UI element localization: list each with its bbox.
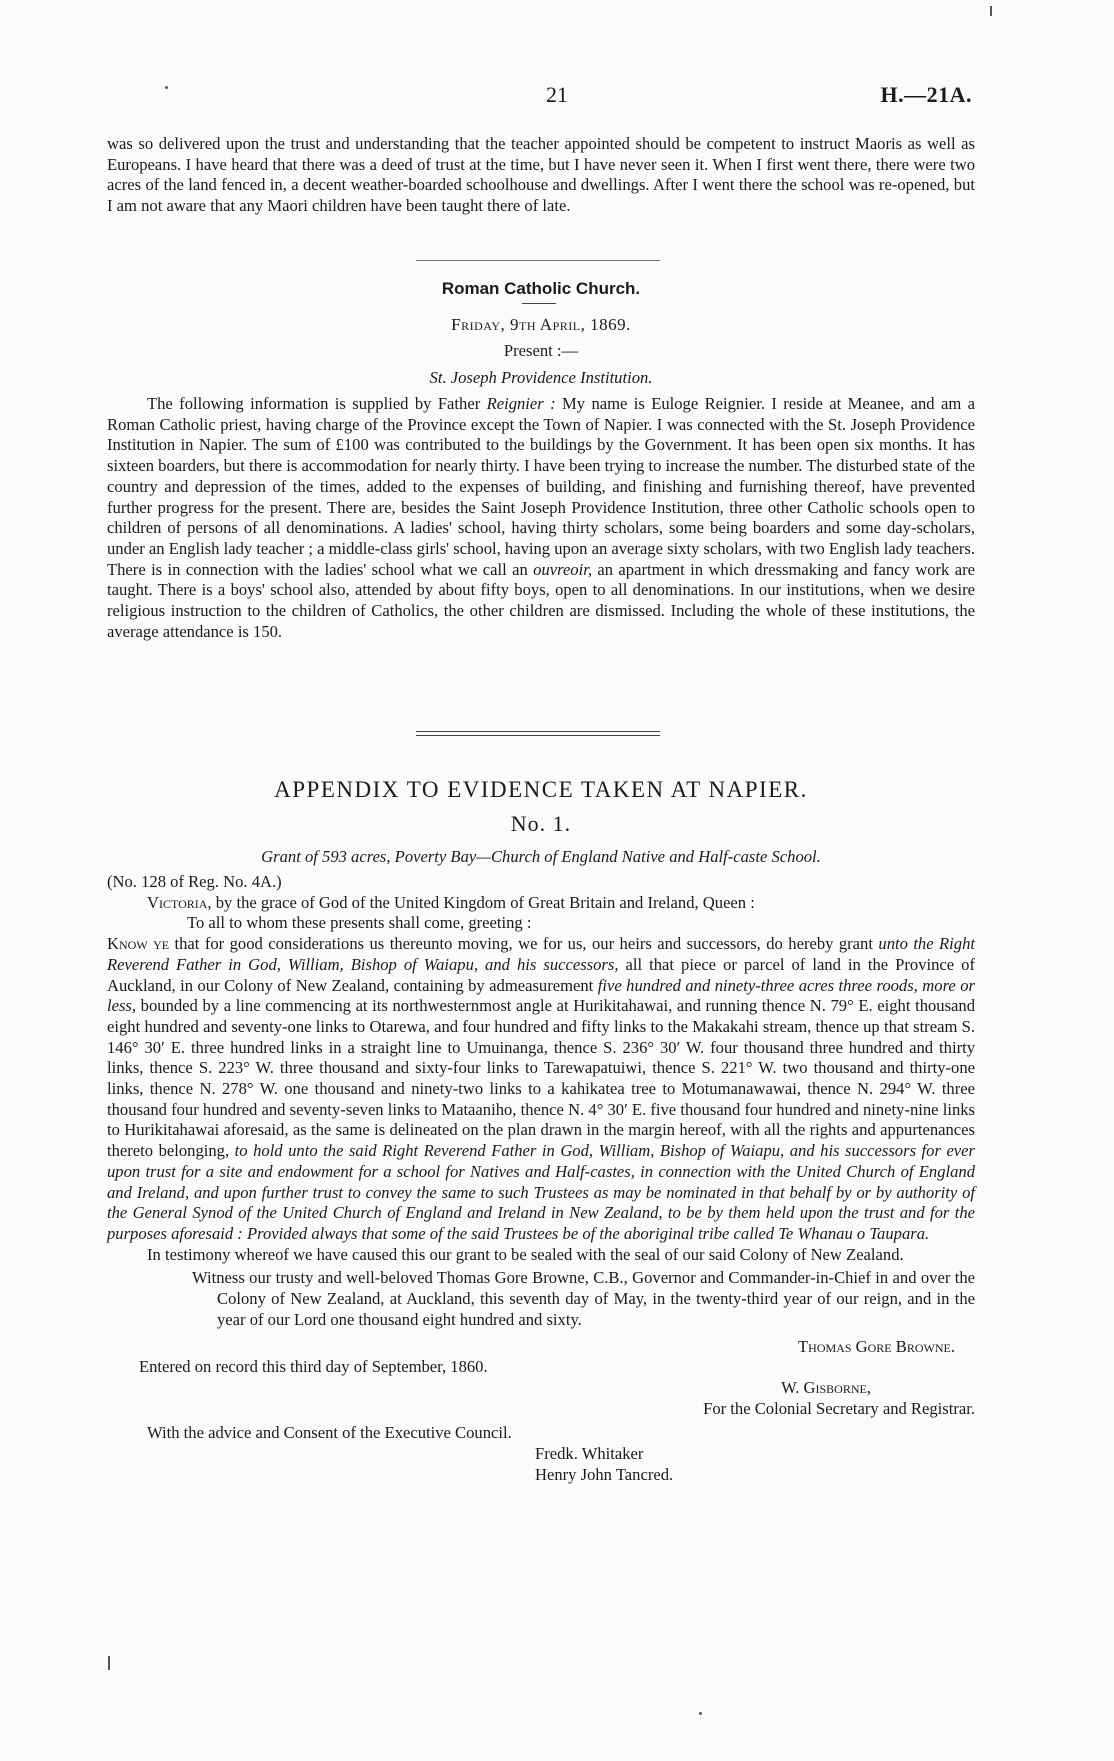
- evidence-term: ouvreoir,: [533, 559, 592, 579]
- evidence-tail: an apartment in which dressmaking and fancy work are taught. There is a boys' school also, attended by about fifty boys, open to all denominations. In our institutions, when we desire religious instruction to the children of Catholics, the other children are dismissed. Including the whole of these institutions, the average attendance is 150.: [107, 559, 975, 641]
- executive-council-advice: With the advice and Consent of the Executive Council.: [147, 1423, 512, 1443]
- grant-document: [107, 872, 975, 1485]
- council-member-1: Fredk. Whitaker: [535, 1443, 644, 1463]
- grant-part-2: all that piece or parcel of land in the Province of Auckland, in our Colony of New Zealand, containing by admeasurement: [107, 954, 975, 995]
- evidence-text: My name is Euloge Reignier. I reside at Meanee, and am a Roman Catholic priest, having charge of the Province except the Town of Napier. I was connected with the St. Joseph Providence Institution in Napier. The sum of £100 was contributed to the buildings by the Government. It has been open six months. It has sixteen boarders, but there is accommodation for nearly thirty. I have been trying to increase the number. The disturbed state of the country and depression of the times, added to the expenses of building, and finishing and furnishing thereof, have prevented further progress for the present. There are, besides the Saint Joseph Providence Institution, three other Catholic schools open to children of persons of all denominations. A ladies' school, having thirty scholars, some being boarders and some day-scholars, under an English lady teacher ; a middle-class girls' school, having upon an average sixty scholars, with two English lady teachers. There is in connection with the ladies' school what we call an: [107, 394, 975, 579]
- grant-part-1: that for good considerations us thereunto moving, we for us, our heirs and successors, do hereby grant: [169, 934, 879, 954]
- appendix-title: APPENDIX TO EVIDENCE TAKEN AT NAPIER.: [274, 777, 808, 802]
- know-ye: Know ye: [107, 934, 170, 954]
- institution-name: St. Joseph Providence Institution.: [429, 368, 653, 387]
- grant-trust-terms: to hold unto the said Right Reverend Father in God, William, Bishop of Waiapu, and his successors for ever upon trust for a site and endowment for a school for Natives and Half-castes, in connection with the United Church of England and Ireland, and upon further trust to convey the same to such Trustees as may be nominated in that behalf by or by authority of the General Synod of the United Church of England and Ireland in New Zealand, to be by them held upon the trust and for the purposes aforesaid : Provided always that some of the said Trustees be of the aboriginal tribe called Te Whanau o Taupara.: [107, 1141, 975, 1243]
- page-speck: [699, 1712, 702, 1715]
- section-title: Roman Catholic Church.: [441, 279, 641, 298]
- hearing-date: Friday, 9th April, 1869.: [451, 315, 631, 334]
- victoria-text: by the grace of God of the United Kingdom of Great Britain and Ireland, Queen :: [211, 892, 755, 912]
- page-speck: [990, 6, 992, 16]
- title-underline: [522, 303, 556, 304]
- witness-clause: Witness our trusty and well-beloved Thomas Gore Browne, C.B., Governor and Commander-in-Chief in and over the Colony of New Zealand, at Auckland, this seventh day of May, in the twenty-third year of our reign, and in the year of our Lord one thousand eight hundred and sixty.: [192, 1268, 975, 1329]
- grant-title: Grant of 593 acres, Poverty Bay—Church of England Native and Half-caste School.: [261, 847, 821, 866]
- evidence-lead: The following information is supplied by Father: [147, 394, 487, 413]
- witness-name: Reignier :: [486, 394, 556, 413]
- grant-grantee: unto the Right Reverend Father in God, William, Bishop of Waiapu, and his successors,: [107, 934, 975, 974]
- secretary-role: For the Colonial Secretary and Registrar.: [703, 1398, 975, 1418]
- royal-style: [107, 893, 975, 914]
- victoria-word: Victoria,: [147, 892, 212, 912]
- section-divider: [416, 260, 660, 261]
- page-speck: [108, 1656, 110, 1670]
- grant-body: [107, 934, 975, 1245]
- double-rule-divider: [416, 731, 660, 736]
- intro-paragraph: [107, 134, 975, 217]
- testimony: In testimony whereof we have caused this our grant to be sealed with the seal of our said Colony of New Zealand.: [147, 1244, 904, 1264]
- governor-signature: Thomas Gore Browne.: [798, 1337, 955, 1357]
- page-number: 21: [546, 82, 568, 107]
- grant-boundaries: bounded by a line commencing at its northwesternmost angle at Hurikitahawai, and running thence N. 79° E. eight thousand eight hundred and seventy-one links to Otarewa, and four hundred and fifty links to the Makakahi stream, thence up that stream S. 146° 30′ E. three hundred links in a straight line to Umuinanga, thence S. 236° 30′ W. four thousand three hundred and thirty links, thence S. 223° W. three thousand and sixty-four links to Tarewapatuiwi, thence S. 221° W. two thousand and thirty-one links, thence N. 278° W. one thousand and ninety-two links to a kahikatea tree to Motumanawawai, thence N. 294° W. three thousand four hundred and seventy-seven links to Mataaniho, thence N. 4° 30′ E. five thousand four hundred and ninety-nine links to Hurikitahawai aforesaid, as the same is delineated on the plan drawn in the margin hereof, with all the rights and appurtenances thereto belonging,: [107, 996, 975, 1161]
- document-reference: H.—21A.: [880, 82, 972, 107]
- present-label: Present :—: [503, 341, 579, 360]
- greeting: To all to whom these presents shall come, greeting :: [187, 913, 532, 933]
- grant-area: five hundred and ninety-three acres three roods, more or less,: [107, 975, 975, 1016]
- council-member-2: Henry John Tancred.: [535, 1464, 674, 1484]
- evidence-paragraph: [107, 394, 975, 642]
- secretary-signature: W. Gisborne,: [781, 1377, 871, 1397]
- appendix-number: No. 1.: [510, 811, 572, 836]
- registration-number: (No. 128 of Reg. No. 4A.): [107, 872, 282, 891]
- intro-text: was so delivered upon the trust and understanding that the teacher appointed should be competent to instruct Maoris as well as Europeans. I have heard that there was a deed of trust at the time, but I have never seen it. When I first went there, there were two acres of the land fenced in, a decent weather-boarded schoolhouse and dwellings. After I went there the school was re-opened, but I am not aware that any Maori children have been taught there of late.: [107, 134, 975, 216]
- entered-on-record: Entered on record this third day of September, 1860.: [139, 1357, 488, 1377]
